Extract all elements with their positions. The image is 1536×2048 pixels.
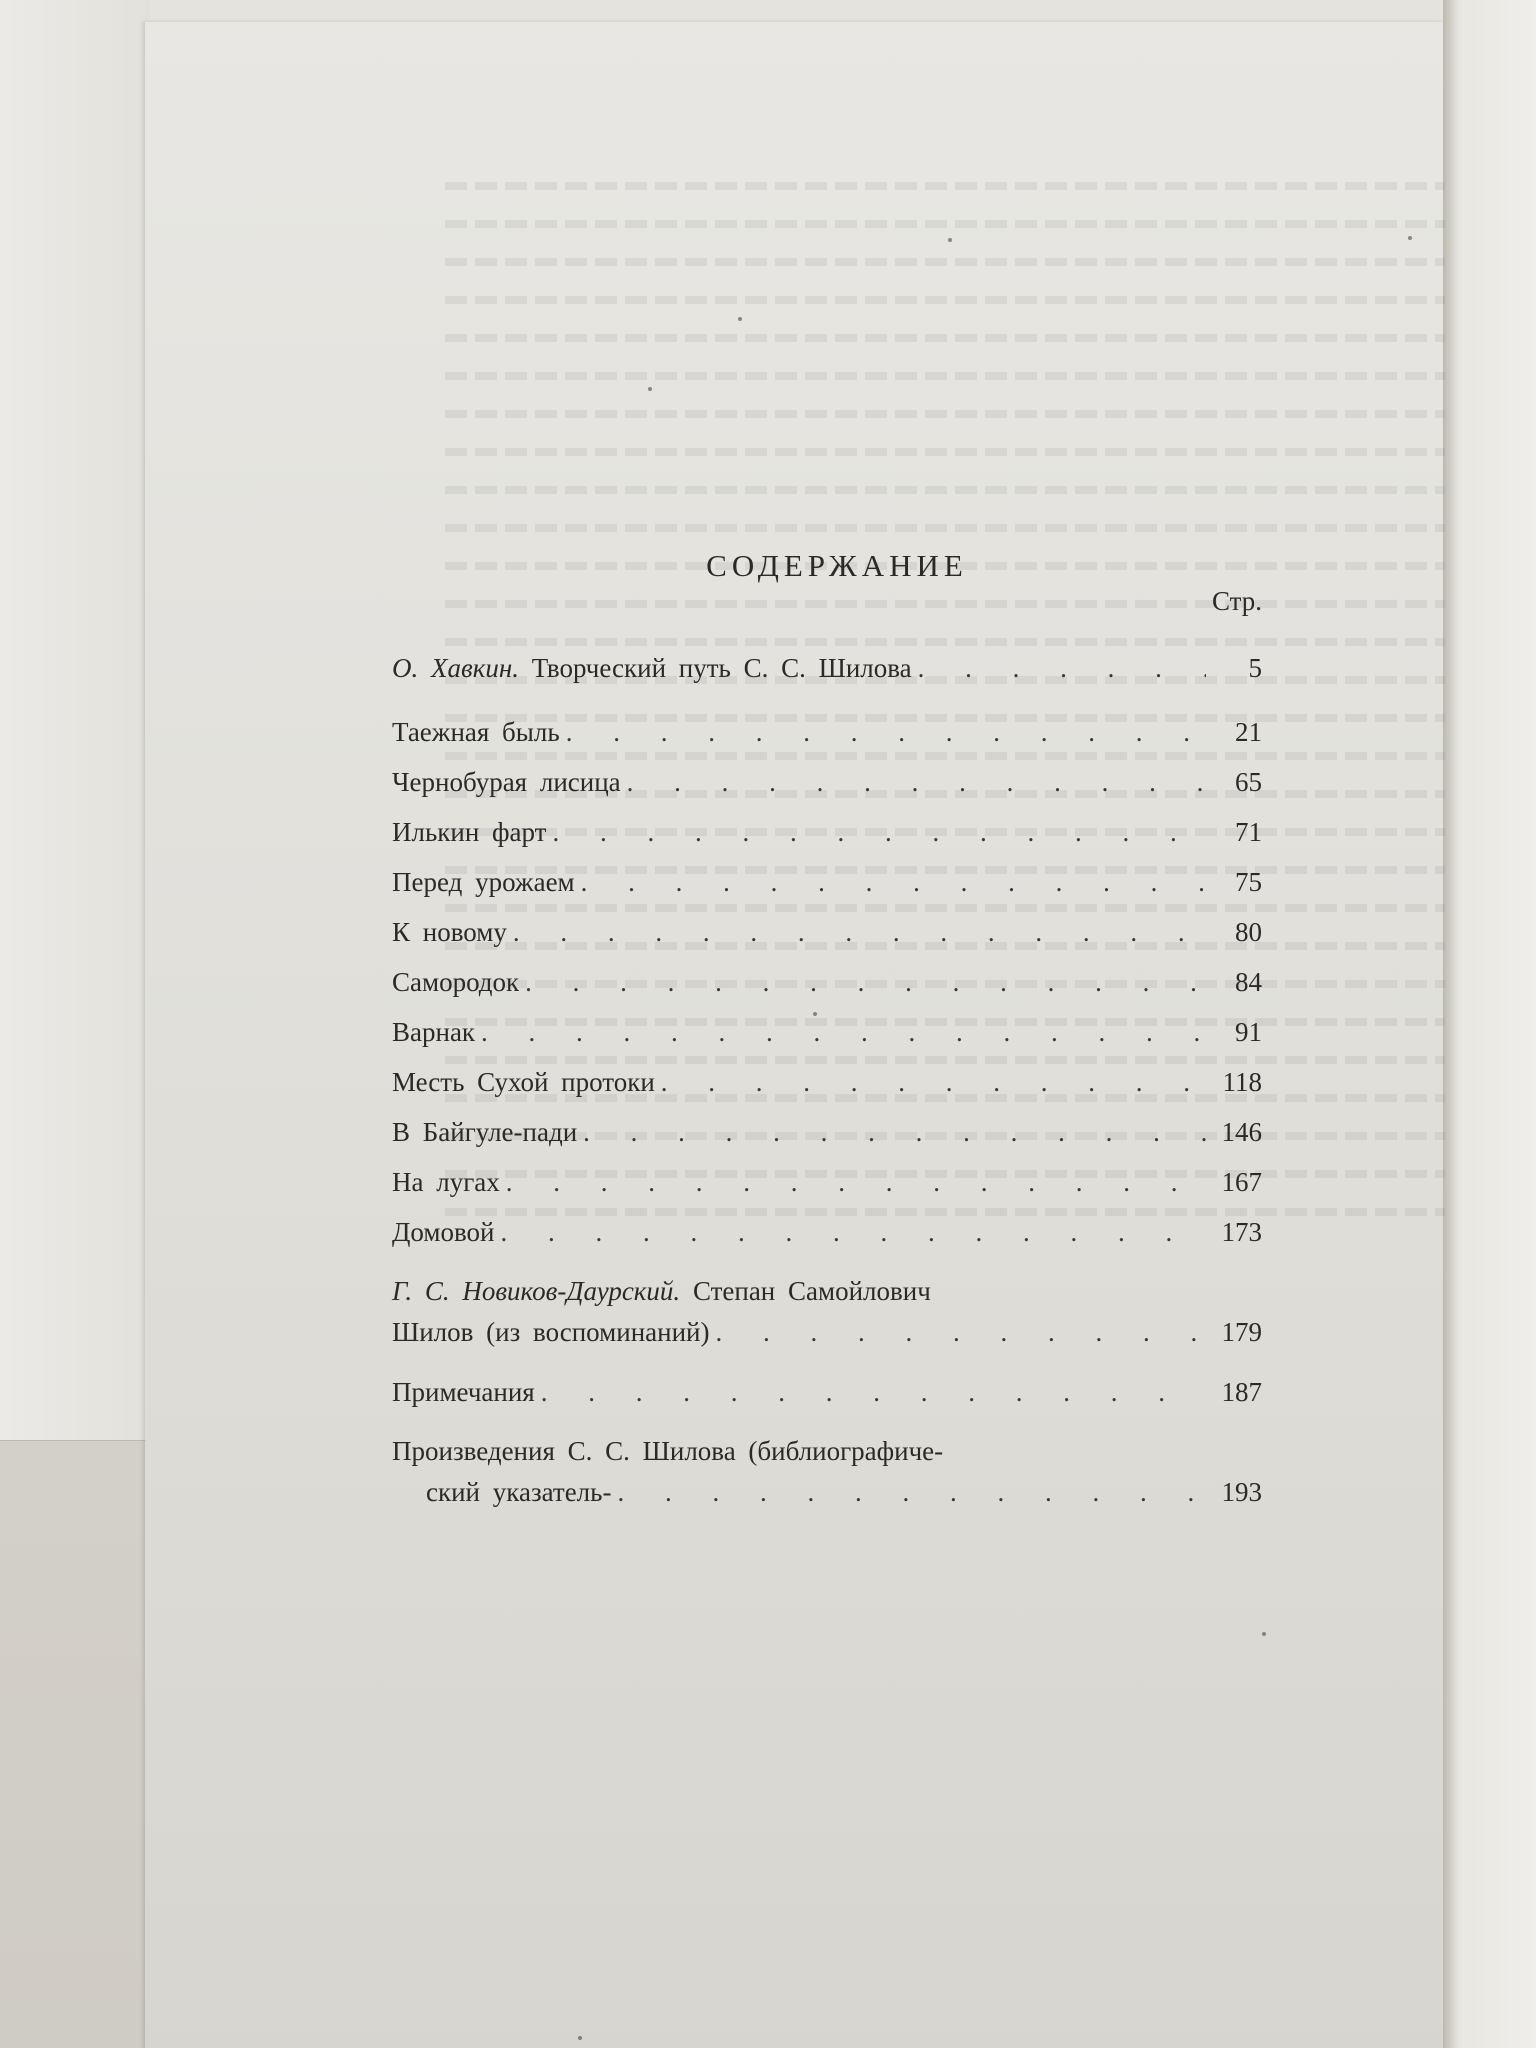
paper-speck: [648, 387, 652, 391]
entry-first-line: Произведения С. С. Шилова (библиографиче-: [392, 1436, 944, 1466]
dot-leader: [525, 957, 1206, 1007]
entry-page-number: 84: [1235, 967, 1262, 997]
entry-title-text: Месть Сухой протоки: [392, 1067, 655, 1097]
paper-speck: [1408, 236, 1412, 240]
dot-leader: [506, 1157, 1206, 1207]
entry-page-number: 65: [1235, 767, 1262, 797]
entry-page-number: 187: [1221, 1377, 1262, 1407]
toc-entry: [392, 1007, 1262, 1057]
entry-title-text: Творческий путь С. С. Шилова: [531, 653, 912, 683]
entry-page-number: 146: [1221, 1117, 1262, 1147]
entry-title-text: На лугах: [392, 1167, 500, 1197]
entry-author: О. Хавкин.: [392, 653, 519, 683]
dot-leader: [583, 1107, 1206, 1157]
story-list: [392, 707, 1262, 1257]
dot-leader: [581, 857, 1206, 907]
entry-page-number: 75: [1235, 867, 1262, 897]
dot-leader: [715, 1311, 1206, 1353]
entry-title-text: В Байгуле-пади: [392, 1117, 578, 1147]
entry-title-text: Примечания: [392, 1377, 535, 1407]
paper-speck: [738, 317, 742, 321]
toc-entry-memoir: [392, 1271, 1262, 1353]
dot-leader: [566, 707, 1206, 757]
entry-page-number: 21: [1235, 717, 1262, 747]
entry-title-text: Илькин фарт: [392, 817, 547, 847]
toc-entry-intro: [392, 643, 1262, 693]
toc-entry-bibliography: [392, 1431, 1262, 1513]
entry-author: Г. С. Новиков-Даурский.: [392, 1276, 681, 1306]
dot-leader: [627, 757, 1206, 807]
paper-speck: [948, 238, 952, 242]
entry-second-line: [392, 1311, 1262, 1353]
entry-page-number: 118: [1222, 1067, 1262, 1097]
entry-title-text: Самородок: [392, 967, 520, 997]
entry-second-line: [392, 1471, 1262, 1513]
dot-leader: [918, 643, 1206, 693]
paper-speck: [813, 1012, 817, 1016]
entry-title-text: Степан Самойлович: [692, 1276, 931, 1306]
entry-title-text: Чернобурая лисица: [392, 767, 621, 797]
toc-entry: [392, 1207, 1262, 1257]
toc-entry: [392, 1157, 1262, 1207]
toc-entry: [392, 857, 1262, 907]
facing-page-edge: [1443, 0, 1536, 2048]
entry-page-number: 167: [1221, 1167, 1262, 1197]
entry-title-text: К новому: [392, 917, 507, 947]
entry-page-number: 71: [1235, 817, 1262, 847]
dot-leader: [501, 1207, 1206, 1257]
dot-leader: [541, 1367, 1206, 1417]
toc-entry: [392, 1107, 1262, 1157]
entry-title-text: Варнак: [392, 1017, 476, 1047]
toc-entry: [392, 907, 1262, 957]
page-column-label: Стр.: [1211, 586, 1262, 616]
toc-entry: [392, 707, 1262, 757]
entry-page-number: 173: [1221, 1217, 1262, 1247]
entry-page-number: 5: [1248, 653, 1262, 683]
entry-page-number: 80: [1235, 917, 1262, 947]
table-of-contents: [392, 548, 1262, 1513]
table-surface-shadow: [0, 1440, 150, 2048]
paper-speck: [578, 2036, 582, 2040]
entry-title-text: Шилов (из воспоминаний): [392, 1317, 710, 1347]
toc-entry-notes: [392, 1367, 1262, 1417]
dot-leader: [481, 1007, 1206, 1057]
entry-title-text: ский указатель-: [426, 1477, 612, 1507]
toc-entry: [392, 757, 1262, 807]
dot-leader: [552, 807, 1206, 857]
dot-leader: [617, 1471, 1206, 1513]
entry-first-line: [392, 1271, 1262, 1311]
toc-entry-title: [392, 643, 912, 693]
entry-title-text: Таежная быль: [392, 717, 560, 747]
entry-title-text: Домовой: [392, 1217, 495, 1247]
toc-entry: [392, 1057, 1262, 1107]
toc-entry: [392, 957, 1262, 1007]
toc-heading: СОДЕРЖАНИЕ: [706, 548, 968, 583]
toc-entry: [392, 807, 1262, 857]
entry-page-number: 193: [1221, 1477, 1262, 1507]
entry-page-number: 91: [1235, 1017, 1262, 1047]
entry-page-number: 179: [1221, 1317, 1262, 1347]
dot-leader: [661, 1057, 1206, 1107]
entry-title-text: Перед урожаем: [392, 867, 575, 897]
dot-leader: [513, 907, 1206, 957]
paper-speck: [1262, 1632, 1266, 1636]
